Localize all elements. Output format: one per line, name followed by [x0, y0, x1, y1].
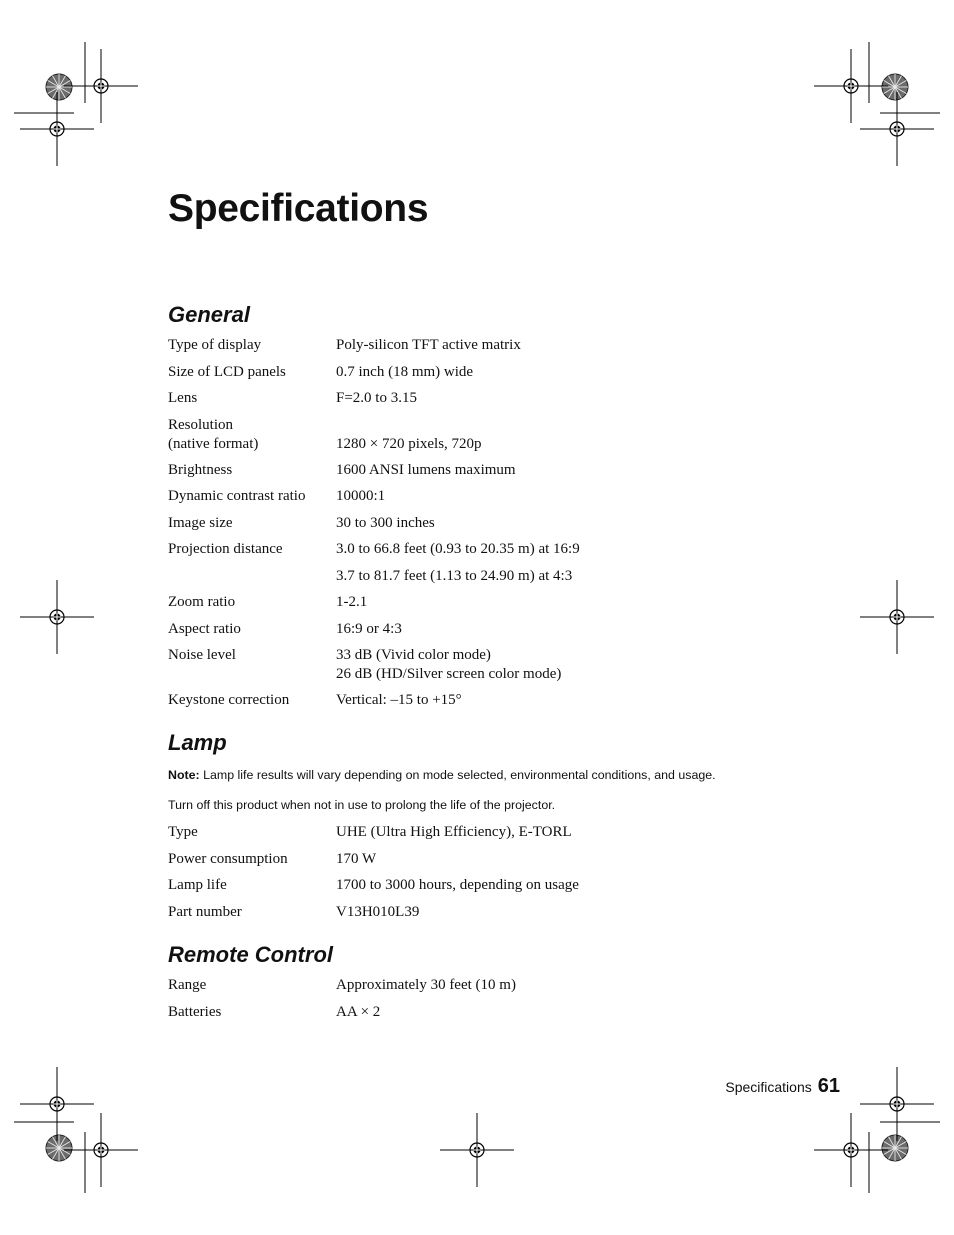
spec-value-line: 33 dB (Vivid color mode)	[336, 647, 491, 663]
spec-value: 10000:1	[336, 488, 386, 504]
spec-row	[168, 389, 788, 416]
section-heading-remote-control: Remote Control	[168, 942, 333, 967]
spec-label: Size of LCD panels	[168, 363, 286, 380]
spec-row	[168, 1003, 788, 1030]
spec-row	[168, 363, 788, 390]
spec-label-line: (native format)	[168, 435, 259, 452]
spec-row	[168, 416, 788, 461]
spec-label: Type	[168, 824, 198, 840]
spec-label: Keystone correction	[168, 692, 290, 708]
spec-row	[168, 620, 788, 647]
spec-value: 1280 × 720 pixels, 720p	[336, 435, 482, 452]
spec-label: Projection distance	[168, 541, 283, 557]
spec-label: Type of display	[168, 337, 262, 353]
spec-label: Dynamic contrast ratio	[168, 488, 306, 504]
spec-value: 1-2.1	[336, 594, 368, 610]
spec-row	[168, 691, 788, 718]
spec-label: Batteries	[168, 1003, 222, 1020]
spec-label	[168, 416, 336, 461]
general-spec-table	[168, 336, 788, 718]
spec-value: 1600 ANSI lumens maximum	[336, 461, 516, 478]
spec-row	[168, 850, 788, 877]
spec-label: Zoom ratio	[168, 594, 236, 610]
spec-value: Poly-silicon TFT active matrix	[336, 337, 521, 353]
spec-label: Range	[168, 977, 207, 993]
spec-value: 1700 to 3000 hours, depending on usage	[336, 877, 579, 893]
spec-label: Brightness	[168, 461, 233, 478]
remote-spec-table	[168, 976, 788, 1029]
spec-row	[168, 336, 788, 363]
spec-value-line: 26 dB (HD/Silver screen color mode)	[336, 666, 562, 682]
spec-value	[336, 646, 788, 691]
spec-value: 170 W	[336, 850, 377, 867]
spec-label	[168, 567, 336, 594]
spec-label: Part number	[168, 903, 242, 920]
spec-row	[168, 487, 788, 514]
note-text: Lamp life results will vary depending on mode selected, environmental conditions, and usage.	[199, 768, 716, 782]
spec-label-line: Resolution	[168, 416, 234, 433]
spec-value: UHE (Ultra High Efficiency), E-TORL	[336, 824, 572, 840]
spec-row	[168, 976, 788, 1003]
spec-row	[168, 646, 788, 691]
spec-value: AA × 2	[336, 1003, 381, 1020]
spec-value: F=2.0 to 3.15	[336, 390, 417, 406]
spec-row	[168, 876, 788, 903]
spec-row	[168, 540, 788, 567]
spec-value: Vertical: –15 to +15°	[336, 692, 462, 708]
spec-value: 0.7 inch (18 mm) wide	[336, 363, 474, 380]
spec-row	[168, 461, 788, 488]
spec-row	[168, 514, 788, 541]
lamp-note-2: Turn off this product when not in use to prolong the life of the projector.	[168, 798, 556, 812]
spec-row	[168, 567, 788, 594]
section-heading-lamp: Lamp	[168, 730, 227, 755]
spec-row	[168, 903, 788, 930]
spec-value: 30 to 300 inches	[336, 514, 435, 531]
spec-row	[168, 823, 788, 850]
spec-label: Lens	[168, 390, 198, 406]
spec-value: 3.0 to 66.8 feet (0.93 to 20.35 m) at 16:9	[336, 541, 580, 557]
page-title: Specifications	[168, 187, 429, 230]
spec-label: Aspect ratio	[168, 620, 241, 637]
spec-label: Power consumption	[168, 850, 288, 867]
section-heading-general: General	[168, 302, 250, 327]
page-number: 61	[817, 1075, 840, 1097]
page-footer	[725, 1075, 840, 1098]
spec-row	[168, 593, 788, 620]
spec-label: Lamp life	[168, 877, 227, 893]
footer-section-name: Specifications	[725, 1079, 812, 1095]
spec-value: Approximately 30 feet (10 m)	[336, 977, 516, 993]
spec-value: 16:9 or 4:3	[336, 620, 402, 637]
spec-label: Noise level	[168, 647, 236, 663]
spec-label: Image size	[168, 514, 233, 531]
spec-value: 3.7 to 81.7 feet (1.13 to 24.90 m) at 4:3	[336, 567, 573, 584]
spec-value: V13H010L39	[336, 903, 420, 920]
note-label: Note:	[168, 768, 200, 782]
lamp-spec-table	[168, 823, 788, 929]
lamp-note	[168, 767, 808, 783]
